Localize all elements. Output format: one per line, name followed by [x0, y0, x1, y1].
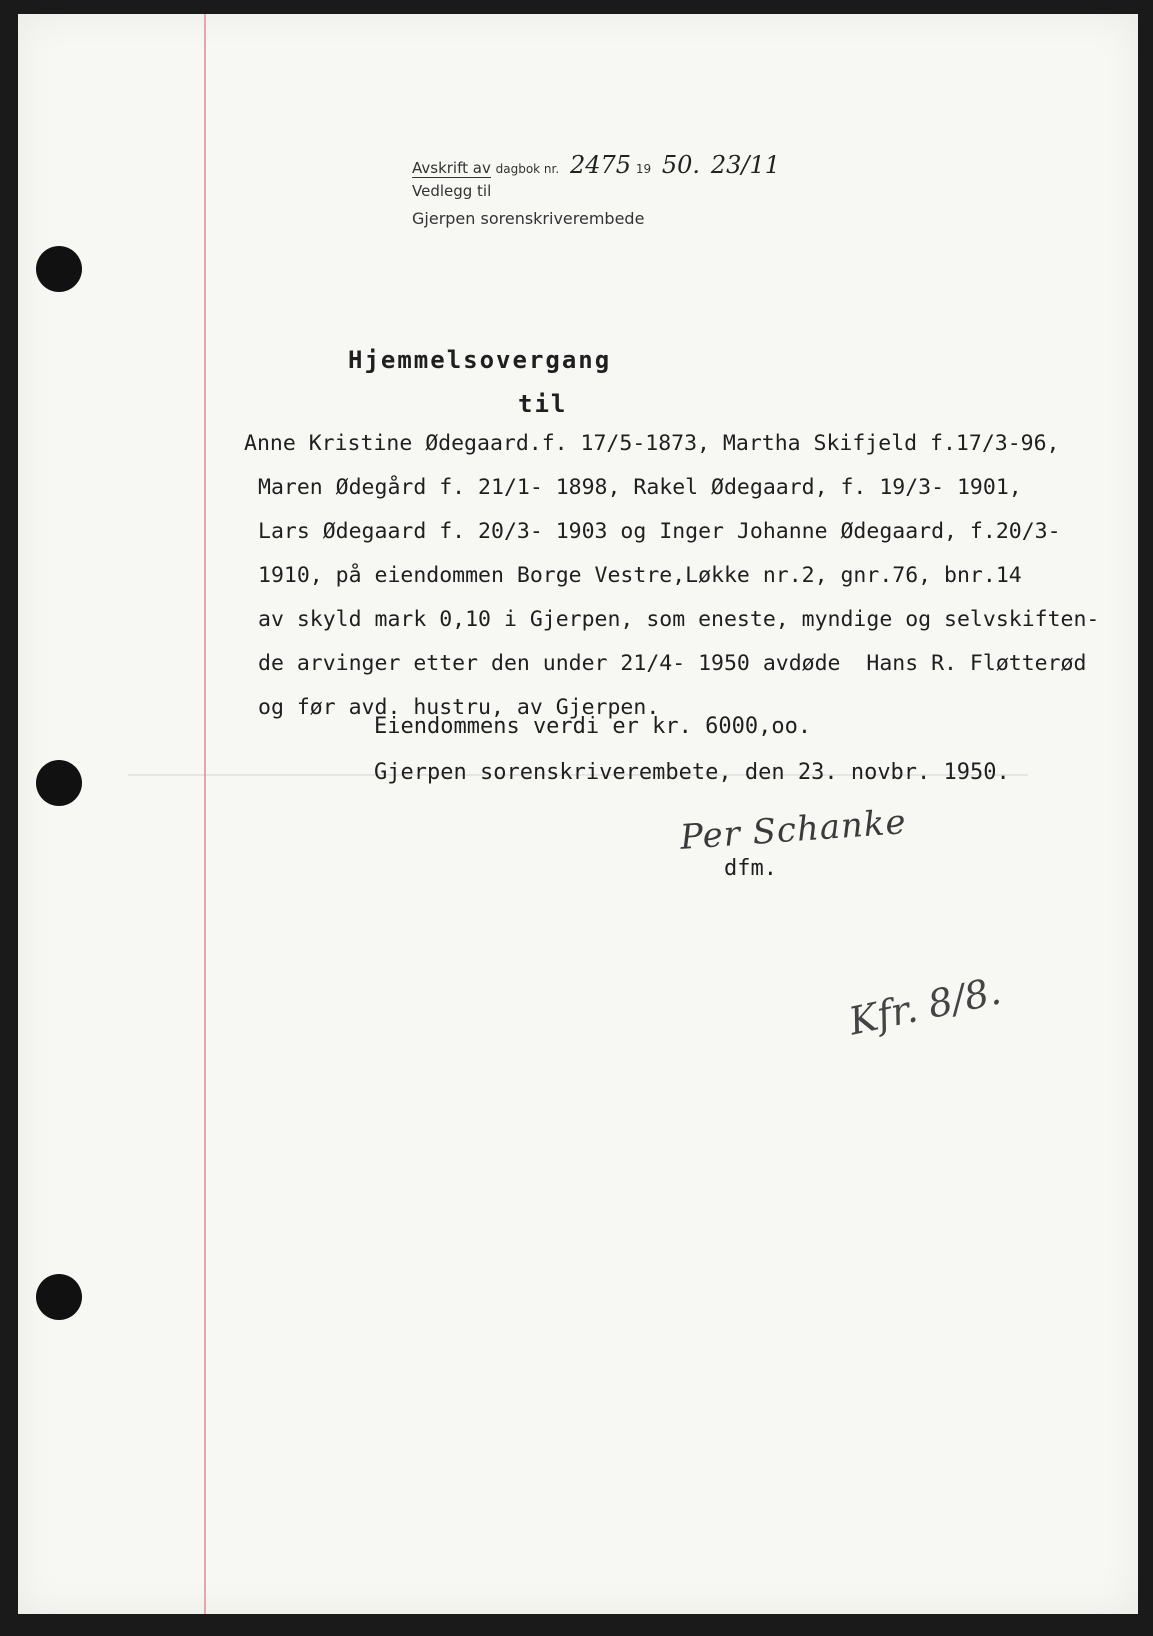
- handwritten-initials: Kfr. 8/8.: [845, 968, 1005, 1044]
- stamp-vedlegg-label: Vedlegg til: [412, 182, 492, 200]
- document-title: Hjemmelsovergang: [348, 346, 612, 374]
- stamp-entry-number: 2475: [569, 151, 632, 179]
- stamp-line-1: [412, 151, 781, 180]
- stamp-avskrift-label: Avskrift av: [412, 159, 491, 177]
- punch-hole-bottom: [36, 1274, 82, 1320]
- punch-hole-top: [36, 246, 82, 292]
- body-line: 1910, på eiendommen Borge Vestre,Løkke nr.2, gnr.76, bnr.14: [258, 563, 1022, 588]
- place-date-line: Gjerpen sorenskriverembete, den 23. novbr. 1950.: [374, 760, 1010, 785]
- stamp-office: Gjerpen sorenskriverembede: [412, 209, 645, 228]
- body-line: de arvinger etter den under 21/4- 1950 avdøde Hans R. Fløtterød: [258, 651, 1087, 676]
- body-line: Maren Ødegård f. 21/1- 1898, Rakel Ødegaard, f. 19/3- 1901,: [258, 475, 1022, 500]
- document-body: [244, 422, 1099, 730]
- body-line: Anne Kristine Ødegaard.f. 17/5-1873, Martha Skifjeld f.17/3-96,: [244, 431, 1060, 456]
- stamp-year: 50.: [661, 151, 701, 179]
- stamp-line-2: [412, 180, 780, 202]
- document-page: [18, 14, 1138, 1614]
- margin-line: [204, 14, 206, 1614]
- document-til: til: [518, 390, 568, 418]
- handwritten-signature: Per Schanke: [678, 802, 908, 858]
- stamp-date-note: 23/11: [710, 151, 781, 179]
- valuation-line: Eiendommens verdi er kr. 6000,oo.: [374, 714, 812, 739]
- stamp-dagbok-label: dagbok nr.: [495, 162, 560, 176]
- stamp-year-prefix: 19: [635, 162, 652, 176]
- body-line: og før avd. hustru, av Gjerpen.: [258, 695, 660, 720]
- body-line: Lars Ødegaard f. 20/3- 1903 og Inger Johanne Ødegaard, f.20/3-: [258, 519, 1061, 544]
- body-line: av skyld mark 0,10 i Gjerpen, som eneste, myndige og selvskiften-: [258, 607, 1100, 632]
- signer-title: dfm.: [724, 856, 777, 881]
- registry-stamp: [412, 151, 781, 230]
- punch-hole-middle: [36, 760, 82, 806]
